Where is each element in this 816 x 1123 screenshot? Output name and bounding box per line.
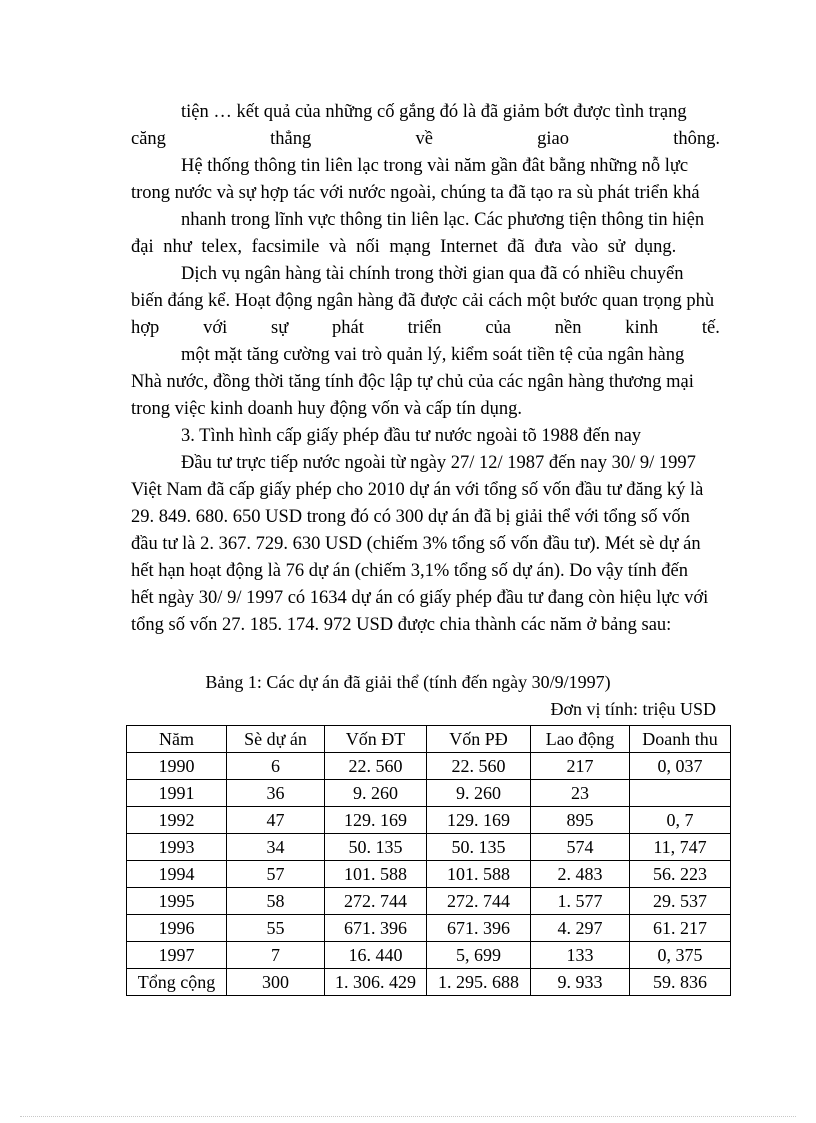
table-cell: 56. 223 — [630, 861, 731, 888]
word: tế. — [701, 318, 720, 338]
header-revenue: Doanh thu — [630, 726, 731, 753]
table-cell: 1991 — [127, 780, 227, 807]
word: kinh — [625, 318, 659, 338]
word: căng — [131, 129, 166, 149]
text-line: 29. 849. 680. 650 USD trong đó có 300 dự án đã bị giải thể với tổng số vốn — [131, 507, 690, 527]
table-cell: 59. 836 — [630, 969, 731, 996]
table-cell: 2. 483 — [531, 861, 630, 888]
table-cell: 22. 560 — [325, 753, 427, 780]
table-cell: 0, 037 — [630, 753, 731, 780]
word: triển — [407, 318, 442, 338]
header-year: Năm — [127, 726, 227, 753]
table-row — [127, 780, 731, 807]
table-cell: 47 — [227, 807, 325, 834]
text-line: đại như telex, facsimile và nối mạng Internet đã đưa vào sử dụng. — [131, 237, 677, 257]
table-cell: 0, 375 — [630, 942, 731, 969]
table-cell: 101. 588 — [427, 861, 531, 888]
table-cell: 7 — [227, 942, 325, 969]
table-cell: 129. 169 — [325, 807, 427, 834]
table-cell: 55 — [227, 915, 325, 942]
header-approved-capital: Vốn PĐ — [427, 726, 531, 753]
table-cell: 57 — [227, 861, 325, 888]
text-line: đầu tư là 2. 367. 729. 630 USD (chiếm 3% tổng số vốn đầu tư). Mét sè dự án — [131, 534, 701, 554]
table-cell: 6 — [227, 753, 325, 780]
table-cell: 272. 744 — [325, 888, 427, 915]
table-cell: 36 — [227, 780, 325, 807]
table-cell: 133 — [531, 942, 630, 969]
word: nền — [554, 318, 582, 338]
text-line: trong việc kinh doanh huy động vốn và cấp tín dụng. — [131, 399, 523, 419]
text-line: Nhà nước, đồng thời tăng tính độc lập tự chủ của các ngân hàng thương mại — [131, 372, 694, 392]
table-cell: 129. 169 — [427, 807, 531, 834]
table-cell: 22. 560 — [427, 753, 531, 780]
table-row — [127, 834, 731, 861]
text-line: trong nước và sự hợp tác với nước ngoài, chúng ta đã tạo ra sù phát triển khá — [131, 183, 700, 203]
table-unit: Đơn vị tính: triệu USD — [550, 699, 716, 719]
table-body — [127, 753, 731, 996]
section-heading — [131, 423, 720, 450]
table-cell: 1. 306. 429 — [325, 969, 427, 996]
word: thông. — [673, 129, 720, 149]
word: với — [203, 318, 228, 338]
table-cell: 50. 135 — [427, 834, 531, 861]
header-registered-capital: Vốn ĐT — [325, 726, 427, 753]
dissolved-projects-table — [126, 725, 731, 996]
table-cell: 272. 744 — [427, 888, 531, 915]
table-header-row — [127, 726, 731, 753]
word: về — [415, 129, 433, 149]
table-row — [127, 807, 731, 834]
word: của — [485, 318, 511, 338]
table-cell: 1997 — [127, 942, 227, 969]
table-cell: 1994 — [127, 861, 227, 888]
table-row — [127, 942, 731, 969]
table-cell: 9. 260 — [325, 780, 427, 807]
table-caption: Bảng 1: Các dự án đã giải thể (tính đến ngày 30/9/1997) — [205, 672, 611, 692]
table-cell: 1992 — [127, 807, 227, 834]
table-cell: 4. 297 — [531, 915, 630, 942]
table-cell: 34 — [227, 834, 325, 861]
text-line: một mặt tăng cường vai trò quản lý, kiểm soát tiền tệ của ngân hàng — [181, 345, 685, 365]
text-line: Dịch vụ ngân hàng tài chính trong thời gian qua đã có nhiều chuyển — [181, 264, 684, 284]
table-cell: 1. 577 — [531, 888, 630, 915]
table-cell: 101. 588 — [325, 861, 427, 888]
table-cell: 1. 295. 688 — [427, 969, 531, 996]
text-line: biến đáng kể. Hoạt động ngân hàng đã được cải cách một bước quan trọng phù — [131, 291, 715, 311]
text-line: Việt Nam đã cấp giấy phép cho 2010 dự án với tổng số vốn đầu tư đăng ký là — [131, 480, 704, 500]
text-line-justified — [131, 315, 720, 342]
table-cell: 9. 260 — [427, 780, 531, 807]
table-cell: 217 — [531, 753, 630, 780]
table-row — [127, 888, 731, 915]
table-cell: 58 — [227, 888, 325, 915]
table-cell: 11, 747 — [630, 834, 731, 861]
table-row — [127, 753, 731, 780]
table-cell: 50. 135 — [325, 834, 427, 861]
paragraph-telecom — [131, 153, 720, 261]
word: giao — [537, 129, 569, 149]
table-cell: 574 — [531, 834, 630, 861]
text-line-justified — [131, 126, 720, 153]
text-line: hết ngày 30/ 9/ 1997 có 1634 dự án có giấy phép đầu tư đang còn hiệu lực với — [131, 588, 709, 608]
table-cell: 1995 — [127, 888, 227, 915]
paragraph-transport — [131, 99, 720, 153]
table-cell: 23 — [531, 780, 630, 807]
text-line: tiện … kết quả của những cố gắng đó là đã giảm bớt được tình trạng — [181, 102, 687, 122]
table-cell: 300 — [227, 969, 325, 996]
text-line: nhanh trong lĩnh vực thông tin liên lạc. Các phương tiện thông tin hiện — [181, 210, 705, 230]
text-line: hết hạn hoạt động là 76 dự án (chiếm 3,1% tổng số dự án). Do vậy tính đến — [131, 561, 688, 581]
word: hợp — [131, 318, 160, 338]
table-cell: 29. 537 — [630, 888, 731, 915]
table-cell: 5, 699 — [427, 942, 531, 969]
table-cell: 1996 — [127, 915, 227, 942]
table-total-row — [127, 969, 731, 996]
table-cell: 1993 — [127, 834, 227, 861]
paragraph-fdi — [131, 450, 720, 639]
table-cell: 9. 933 — [531, 969, 630, 996]
table-cell: 16. 440 — [325, 942, 427, 969]
header-project-count: Sè dự án — [227, 726, 325, 753]
table-row — [127, 861, 731, 888]
paragraph-banking — [131, 261, 720, 423]
table-cell: Tổng cộng — [127, 969, 227, 996]
word: phát — [332, 318, 364, 338]
page-bottom-rule — [20, 1116, 796, 1117]
header-labor: Lao động — [531, 726, 630, 753]
table-cell: 0, 7 — [630, 807, 731, 834]
word: thẳng — [270, 129, 312, 149]
table-cell: 895 — [531, 807, 630, 834]
text-line: Hệ thống thông tin liên lạc trong vài năm gần đât bằng những nỗ lực — [181, 156, 689, 176]
table-cell: 61. 217 — [630, 915, 731, 942]
table-row — [127, 915, 731, 942]
heading-text: 3. Tình hình cấp giấy phép đầu tư nước ngoài tõ 1988 đến nay — [181, 426, 642, 446]
text-line: Đầu tư trực tiếp nước ngoài từ ngày 27/ 12/ 1987 đến nay 30/ 9/ 1997 — [181, 453, 696, 473]
table-cell: 671. 396 — [325, 915, 427, 942]
table-cell: 1990 — [127, 753, 227, 780]
table-cell: 671. 396 — [427, 915, 531, 942]
table-cell — [630, 780, 731, 807]
text-line: tổng số vốn 27. 185. 174. 972 USD được chia thành các năm ở bảng sau: — [131, 615, 672, 635]
word: sự — [271, 318, 289, 338]
